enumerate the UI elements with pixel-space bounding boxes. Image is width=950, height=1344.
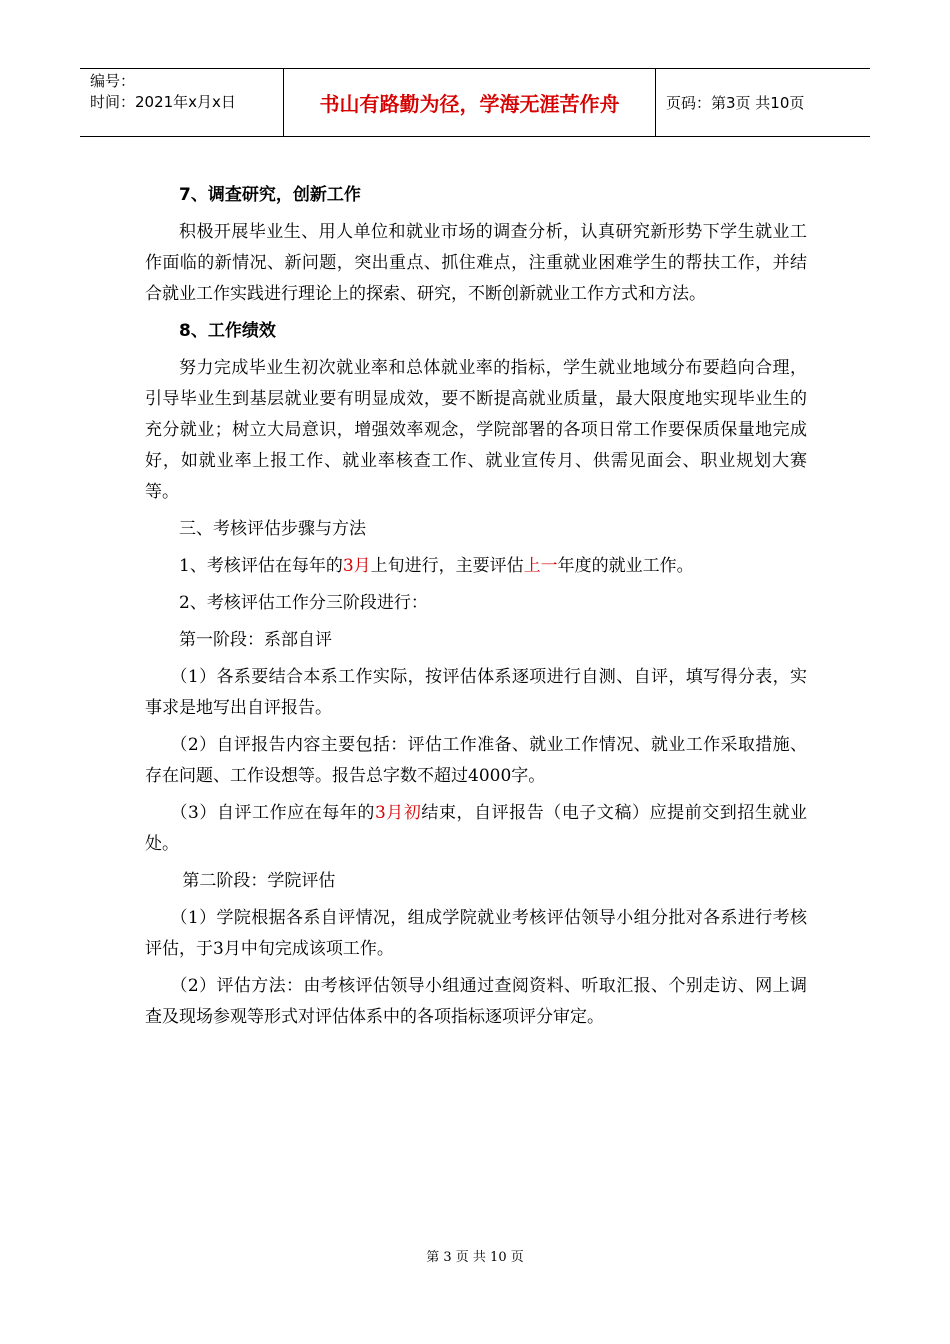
stage-2-item-1: （1）学院根据各系自评情况，组成学院就业考核评估领导小组分批对各系进行考核评估，于3月中旬完成该项工作。: [145, 908, 807, 959]
paragraph-8: 努力完成毕业生初次就业率和总体就业率的指标，学生就业地域分布要趋向合理，引导毕业生到基层就业要有明显成效，要不断提高就业质量，最大限度地实现毕业生的充分就业；树立大局意识，增强效率观念，学院部署的各项日常工作要保质保量地完成好，如就业率上报工作、就业率核查工作、就业宣传月、供需见面会、职业规划大赛等。: [145, 358, 807, 502]
stage-1-title: 第一阶段：系部自评: [179, 630, 332, 650]
header-page-info: 页码：第3页 共10页: [666, 94, 805, 112]
stage-2-item-2: （2）评估方法：由考核评估领导小组通过查阅资料、听取汇报、个别走访、网上调查及现场参观等形式对评估体系中的各项指标逐项评分审定。: [145, 976, 807, 1027]
step-1-highlight-month: 3月: [342, 556, 371, 576]
page-footer: 第 3 页 共 10 页: [426, 1250, 524, 1265]
step-2: 2、考核评估工作分三阶段进行：: [179, 593, 428, 613]
stage-1-item-3-highlight: 3月初: [374, 803, 422, 823]
step-1-text-b: 上旬进行，主要评估: [370, 556, 524, 576]
paragraph-7: 积极开展毕业生、用人单位和就业市场的调查分析，认真研究新形势下学生就业工作面临的新情况、新问题，突出重点、抓住难点，注重就业困难学生的帮扶工作，并结合就业工作实践进行理论上的探索、研究，不断创新就业工作方式和方法。: [145, 222, 807, 304]
time-label: 时间：2021年x月x日: [90, 93, 236, 111]
stage-1-item-2: （2）自评报告内容主要包括：评估工作准备、就业工作情况、就业工作采取措施、存在问题、工作设想等。报告总字数不超过4000字。: [145, 735, 807, 786]
step-1-text-a: 1、考核评估在每年的: [179, 556, 343, 576]
step-1-text-c: 年度的就业工作。: [557, 556, 694, 576]
header-meta: [80, 69, 283, 136]
header-motto: 书山有路勤为径，学海无涯苦作舟: [283, 69, 656, 136]
stage-2-title: 第二阶段：学院评估: [182, 871, 336, 891]
stage-1-item-3-text-b: 结束，自评报告（电子文稿）应提前交到招生就业处。: [145, 803, 807, 854]
document-body: [145, 180, 807, 1039]
heading-7: 7、调查研究，创新工作: [179, 185, 361, 205]
step-1: [145, 551, 807, 582]
number-label: 编号：: [90, 72, 136, 90]
stage-1-item-1: （1）各系要结合本系工作实际，按评估体系逐项进行自测、自评，填写得分表，实事求是地写出自评报告。: [145, 667, 807, 718]
heading-8: 8、工作绩效: [179, 321, 276, 341]
page-header: [80, 68, 870, 137]
stage-1-item-3: [145, 798, 807, 860]
section-3-title: 三、考核评估步骤与方法: [179, 519, 366, 539]
step-1-highlight-year: 上一: [523, 556, 558, 576]
stage-1-item-3-text-a: （3）自评工作应在每年的: [170, 803, 375, 823]
